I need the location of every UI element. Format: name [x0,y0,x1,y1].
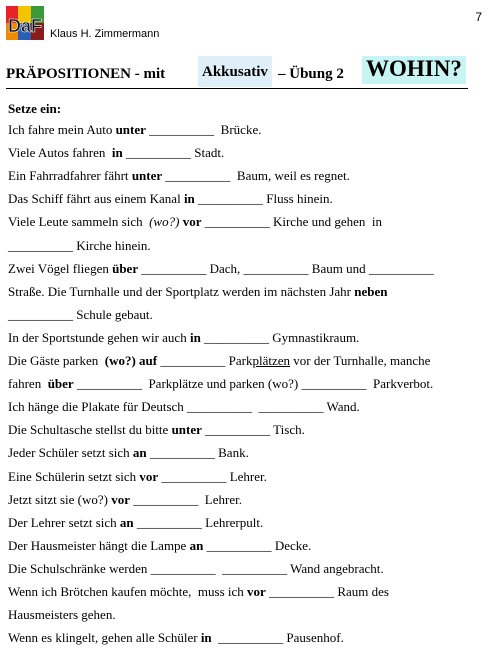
title-part-2: – Übung 2 [278,66,344,82]
exercise-line: fahren über __________ Parkplätze und parken (wo?) __________ Parkverbot. [8,376,434,392]
title-part-1: PRÄPOSITIONEN - mit [6,66,166,82]
exercise-line: Wenn es klingelt, gehen alle Schüler in __________ Pausenhof. [8,630,344,646]
title-highlight-wohin: WOHIN? [362,56,466,84]
exercise-line: Die Gäste parken (wo?) auf __________ Parkplätzen vor der Turnhalle, manche [8,353,431,368]
title-highlight-akkusativ: Akkusativ [198,56,272,87]
exercise-line: Viele Autos fahren in __________ Stadt. [8,145,225,161]
exercise-line: Der Lehrer setzt sich an __________ Lehrerpult. [8,514,264,530]
exercise-line: Zwei Vögel fliegen über __________ Dach, __________ Baum und __________ [8,260,434,276]
exercise-line: __________ Kirche hinein. [8,237,151,253]
exercise-line: Wenn ich Brötchen kaufen möchte, muss ich vor __________ Raum des [8,584,389,599]
svg-text:DaF: DaF [7,16,43,36]
exercise-line: Die Schultasche stellst du bitte unter __________ Tisch. [8,422,305,438]
exercise-line: Der Hausmeister hängt die Lampe an __________ Decke. [8,537,312,553]
instruction: Setze ein: [8,101,62,116]
worksheet-title [6,54,468,89]
exercise-line: Ein Fahrradfahrer fährt unter __________ Baum, weil es regnet. [8,168,350,184]
page-number: 7 [475,10,482,24]
exercise-line: Hausmeisters gehen. [8,607,116,623]
exercise-line: Eine Schülerin setzt sich vor __________ Lehrer. [8,468,267,484]
exercise-line: Die Schulschränke werden __________ __________ Wand angebracht. [8,560,384,576]
exercise-line: Jetzt sitzt sie (wo?) vor __________ Lehrer. [8,491,242,507]
exercise-line: Ich hänge die Plakate für Deutsch __________ __________ Wand. [8,399,360,415]
exercise-line: __________ Schule gebaut. [8,306,153,322]
exercise-line: Das Schiff fährt aus einem Kanal in __________ Fluss hinein. [8,191,333,207]
exercise-line: In der Sportstunde gehen wir auch in __________ Gymnastikraum. [8,329,360,345]
daf-logo [6,6,44,40]
exercise-line: Viele Leute sammeln sich (wo?) vor __________ Kirche und gehen in [8,214,382,230]
exercise-line: Ich fahre mein Auto unter __________ Brücke. [8,122,262,137]
author-name: Klaus H. Zimmermann [50,28,160,40]
exercise-line: Jeder Schüler setzt sich an __________ Bank. [8,445,249,461]
exercise-line: Straße. Die Turnhalle und der Sportplatz werden im nächsten Jahr neben [8,283,388,299]
